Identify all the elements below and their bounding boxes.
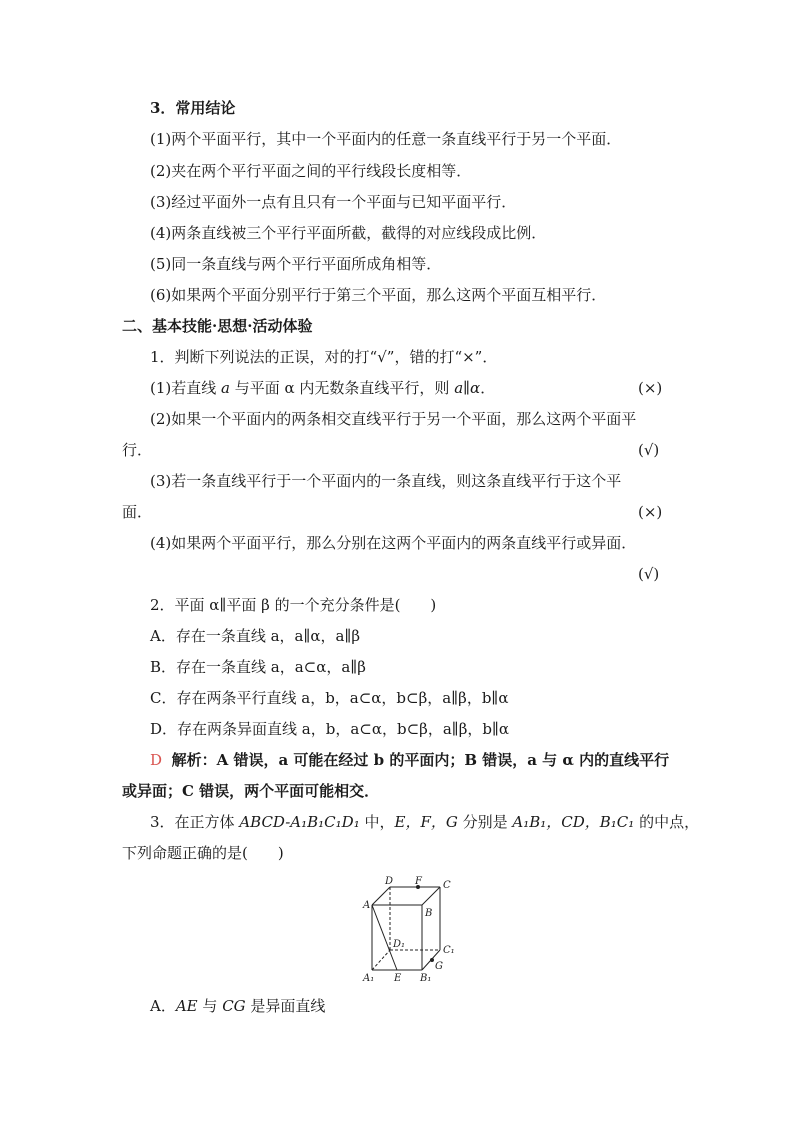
q3-stem-line2: 下列命题正确的是( ) xyxy=(122,844,284,862)
s1-text-a: (1)若直线 xyxy=(150,379,222,397)
analysis-text-1: 解析：A 错误，a 可能在经过 b 的平面内；B 错误，a 与 α 内的直线平行 xyxy=(171,751,670,769)
cube-figure xyxy=(358,875,478,985)
label-a1: A₁ xyxy=(363,973,375,984)
q1-statement-2-line2: 行． xyxy=(122,441,153,459)
q3-opt-a-ae: AE xyxy=(175,997,198,1015)
point-g xyxy=(430,958,434,962)
q2-option-a: A．存在一条直线 a，a∥α，a∥β xyxy=(150,627,361,645)
q2-option-c: C．存在两条平行直线 a，b，a⊂α，b⊂β，a∥β，b∥α xyxy=(150,689,509,707)
q1-stem: 1．判断下列说法的正误，对的打“√”，错的打“×”． xyxy=(150,348,498,366)
q1-statement-3-line2: 面． xyxy=(122,503,153,521)
label-e: E xyxy=(394,973,402,984)
q3-stem xyxy=(150,812,699,832)
label-d: D xyxy=(385,876,394,887)
q3-opt-a-mid: 与 xyxy=(197,997,223,1015)
label-b: B xyxy=(425,908,433,919)
q1-statement-1 xyxy=(150,378,495,398)
q2-analysis xyxy=(150,750,669,770)
label-c1: C₁ xyxy=(443,945,455,956)
conclusion-2: (2)夹在两个平行平面之间的平行线段长度相等． xyxy=(150,162,472,180)
q3-stem-a: 3．在正方体 xyxy=(150,813,240,831)
q3-option-a xyxy=(150,996,325,1016)
label-a: A xyxy=(363,900,371,911)
q1-mark-3: (×) xyxy=(638,503,663,521)
label-g: G xyxy=(435,961,443,972)
conclusion-5: (5)同一条直线与两个平行平面所成角相等． xyxy=(150,255,442,273)
conclusion-1: (1)两个平面平行，其中一个平面内的任意一条直线平行于另一个平面． xyxy=(150,130,622,148)
label-f: F xyxy=(415,876,422,887)
q3-segments: A₁B₁，CD，B₁C₁ xyxy=(512,813,635,831)
answer-letter: D xyxy=(150,751,163,769)
label-b1: B₁ xyxy=(420,973,432,984)
q3-cube: ABCD-A₁B₁C₁D₁ xyxy=(239,813,360,831)
q3-points: E，F，G xyxy=(394,813,458,831)
s1-text-b: 与平面 α 内无数条直线平行，则 xyxy=(229,379,455,397)
q1-mark-4: (√) xyxy=(638,565,660,583)
section-title-text: 3．常用结论 xyxy=(150,99,236,117)
s1-end: ． xyxy=(480,379,496,397)
q2-option-d: D．存在两条异面直线 a，b，a⊂α，b⊂β，a∥β，b∥α xyxy=(150,720,510,738)
q3-stem-d: 的中点， xyxy=(634,813,700,831)
q3-opt-a-end: 是异面直线 xyxy=(245,997,326,1015)
q1-statement-3-line1: (3)若一条直线平行于一个平面内的一条直线，则这条直线平行于这个平 xyxy=(150,472,622,490)
edge-ad xyxy=(372,887,390,905)
q2-stem: 2．平面 α∥平面 β 的一个充分条件是( ) xyxy=(150,596,437,614)
q3-stem-c: 分别是 xyxy=(457,813,513,831)
conclusion-3: (3)经过平面外一点有且只有一个平面与已知平面平行． xyxy=(150,193,517,211)
q3-opt-a-prefix: A． xyxy=(150,997,176,1015)
q1-statement-4-line1: (4)如果两个平面平行，那么分别在这两个平面内的两条直线平行或异面． xyxy=(150,534,637,552)
conclusion-4: (4)两条直线被三个平行平面所截，截得的对应线段成比例． xyxy=(150,224,547,242)
section-title xyxy=(150,98,235,118)
q1-statement-2-line1: (2)如果一个平面内的两条相交直线平行于另一个平面，那么这两个平面平 xyxy=(150,410,637,428)
edge-a1d1-hidden xyxy=(372,950,390,970)
q2-analysis-cont: 或异面；C 错误，两个平面可能相交． xyxy=(122,782,380,800)
s1-expr: a∥α xyxy=(454,379,481,397)
q1-mark-2: (√) xyxy=(638,441,660,459)
q2-option-b: B．存在一条直线 a，a⊂α，a∥β xyxy=(150,658,366,676)
segment-ae xyxy=(372,905,397,970)
conclusion-6: (6)如果两个平面分别平行于第三个平面，那么这两个平面互相平行． xyxy=(150,286,607,304)
q1-mark-1: (×) xyxy=(638,379,663,397)
q3-stem-b: 中， xyxy=(359,813,395,831)
part-heading: 二、基本技能·思想·活动体验 xyxy=(122,317,313,335)
q3-opt-a-cg: CG xyxy=(222,997,246,1015)
edge-bc xyxy=(422,887,440,905)
label-c: C xyxy=(443,880,451,891)
s1-var-a: a xyxy=(221,379,230,397)
label-d1: D₁ xyxy=(393,939,406,950)
